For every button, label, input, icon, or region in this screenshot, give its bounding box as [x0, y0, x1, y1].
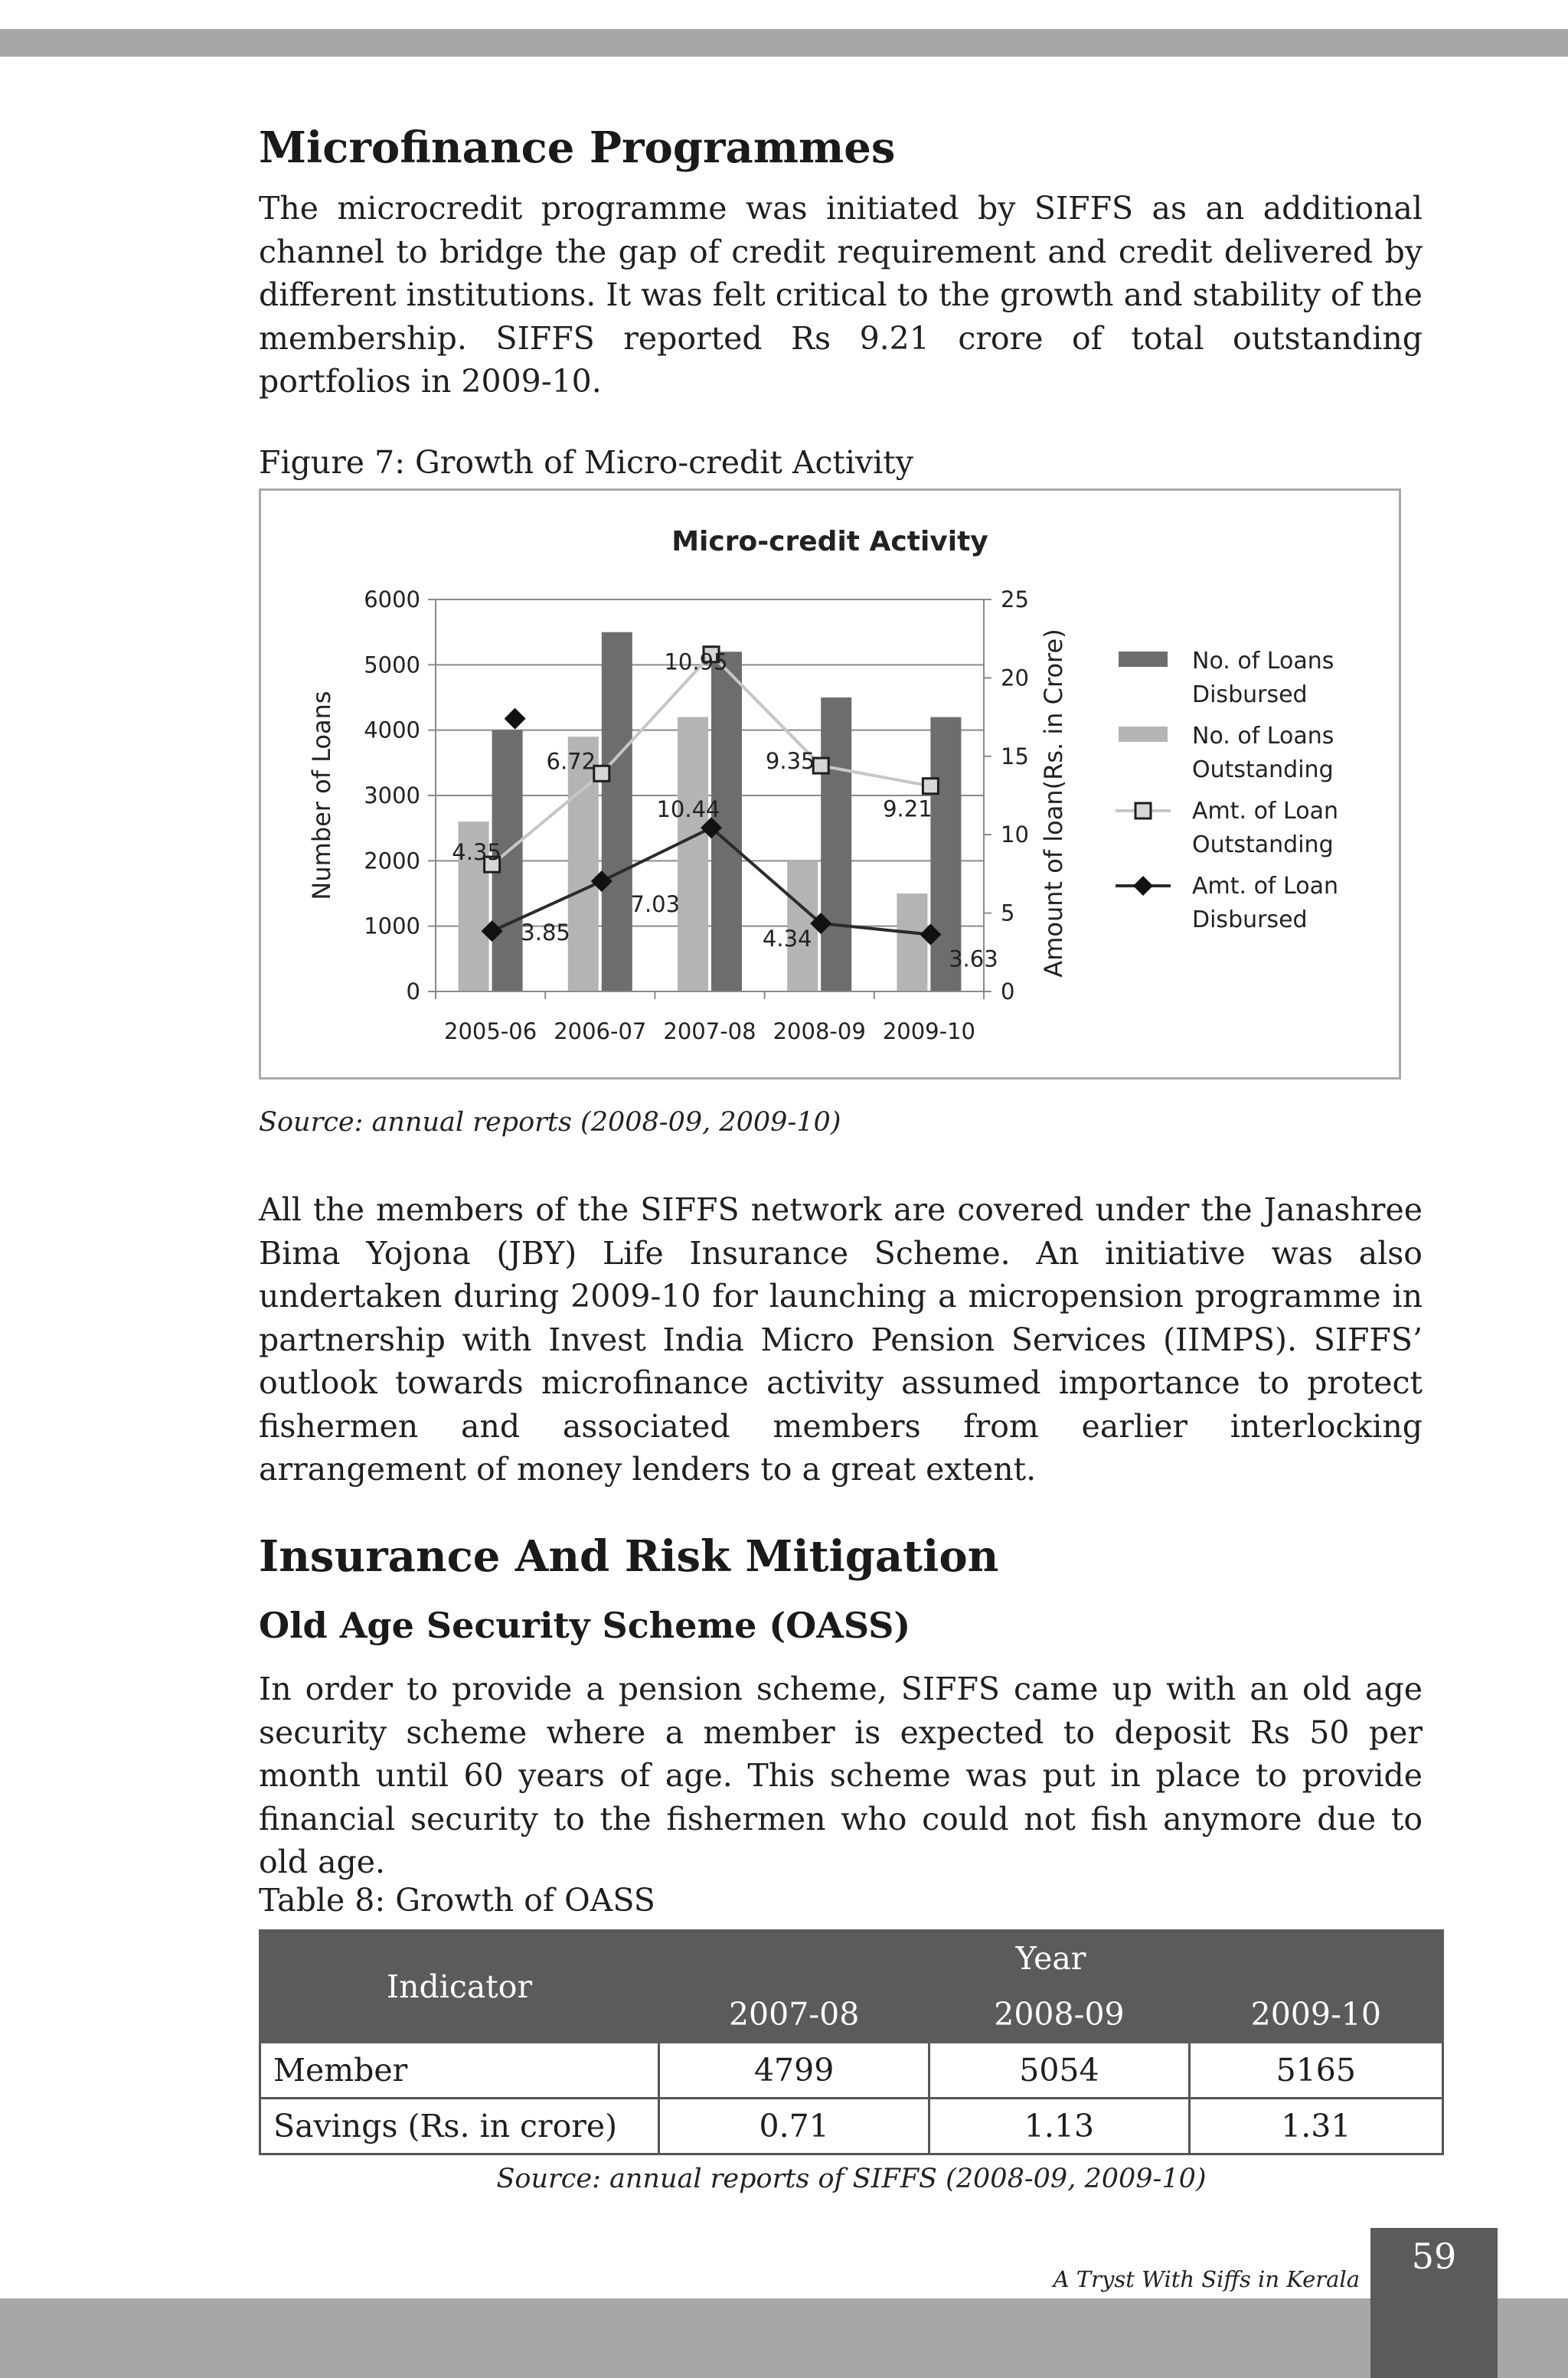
data-label-amt-outstanding: 9.21	[883, 795, 933, 822]
section-title-microfinance: Microfinance Programmes	[259, 122, 896, 173]
page-number: 59	[1411, 2236, 1457, 2277]
header-year-3: 2009-10	[1189, 1987, 1442, 2043]
section-title-insurance: Insurance And Risk Mitigation	[259, 1531, 999, 1582]
bottom-decorative-bar	[0, 2298, 1568, 2378]
table-cell: 1.13	[929, 2099, 1189, 2154]
legend-label: No. of Loans Disbursed	[1192, 648, 1334, 708]
x-tick-label: 2006-07	[554, 1018, 647, 1044]
table-cell: 5165	[1189, 2043, 1442, 2099]
footer-book-title: A Tryst With Siffs in Kerala	[1053, 2266, 1360, 2292]
legend-swatch	[1119, 727, 1168, 742]
y2-tick-label: 15	[1001, 743, 1029, 769]
data-label-amt-outstanding: 4.35	[452, 839, 501, 866]
y-tick-label: 2000	[364, 848, 420, 874]
table-source: Source: annual reports of SIFFS (2008-09, 2009-10)	[496, 2164, 1207, 2194]
data-label-amt-outstanding: 6.72	[546, 748, 596, 775]
legend-marker	[1133, 876, 1153, 896]
bar-loans-disbursed	[602, 632, 632, 991]
header-year-2: 2008-09	[929, 1987, 1189, 2043]
y2-tick-label: 25	[1001, 586, 1029, 612]
oass-paragraph: In order to provide a pension scheme, SIFFS came up with an old age security scheme where a member is expected to deposit Rs 50 per month until 60 years of age. This scheme was put in place to provide financial security to the fishermen who could not fish anymore due to old age.	[259, 1671, 1423, 1880]
legend-swatch	[1119, 652, 1168, 667]
y2-tick-label: 20	[1001, 665, 1029, 691]
data-label-amt-disbursed: 3.63	[949, 946, 998, 972]
header-indicator: Indicator	[260, 1931, 659, 2043]
y2-axis-title: Amount of loan(Rs. in Crore)	[1039, 629, 1068, 978]
table-row	[260, 2099, 1443, 2154]
figure-caption: Figure 7: Growth of Micro-credit Activity	[259, 444, 913, 481]
table-row	[260, 2043, 1443, 2099]
x-tick-label: 2007-08	[663, 1018, 756, 1044]
table-cell: 4799	[659, 2043, 929, 2099]
oass-table	[259, 1929, 1444, 2155]
bar-loans-disbursed	[821, 697, 851, 991]
figure-source: Source: annual reports (2008-09, 2009-10)	[259, 1107, 841, 1138]
y-axis-title: Number of Loans	[307, 691, 336, 900]
microfinance-paragraph: The microcredit programme was initiated by SIFFS as an additional channel to bridge the gap of credit requirement and credit delivered by different institutions. It was felt critical to the growth and stability of the membership. SIFFS reported Rs 9.21 crore of total outstanding portfolios in 2009-10.	[259, 190, 1423, 400]
subsection-title-oass: Old Age Security Scheme (OASS)	[259, 1605, 911, 1646]
header-year: Year	[659, 1931, 1443, 1987]
legend-label: No. of Loans Outstanding	[1192, 723, 1334, 783]
row-indicator: Savings (Rs. in crore)	[260, 2099, 659, 2154]
table-cell: 0.71	[659, 2099, 929, 2154]
y-tick-label: 3000	[364, 782, 420, 808]
insurance-paragraph: All the members of the SIFFS network are covered under the Janashree Bima Yojona (JBY) Life Insurance Scheme. An initiative was also undertaken during 2009-10 for launching a micropension programme in partnership with Invest India Micro Pension Services (IIMPS). SIFFS’ outlook towards microfinance activity assumed importance to protect fishermen and associated members from earlier interlocking arrangement of money lenders to a great extent.	[259, 1191, 1423, 1488]
x-tick-label: 2005-06	[444, 1018, 537, 1044]
table-cell: 5054	[929, 2043, 1189, 2099]
marker-amt-outstanding	[813, 758, 828, 773]
y2-tick-label: 0	[1001, 978, 1015, 1004]
micro-credit-chart	[259, 488, 1401, 1080]
chart-svg	[261, 491, 1399, 1077]
y-tick-label: 5000	[364, 652, 420, 678]
data-label-amt-outstanding: 10.95	[664, 648, 728, 675]
marker-amt-disbursed	[505, 708, 526, 730]
top-decorative-bar	[0, 29, 1568, 57]
legend-label: Amt. of Loan Disbursed	[1192, 873, 1338, 933]
data-label-amt-disbursed: 3.85	[521, 920, 570, 946]
table-header-row	[260, 1931, 1443, 1987]
y-tick-label: 1000	[364, 913, 420, 939]
marker-amt-outstanding	[594, 766, 609, 781]
data-label-amt-disbursed: 4.34	[762, 926, 812, 952]
marker-amt-outstanding	[923, 779, 938, 794]
y2-tick-label: 10	[1001, 822, 1029, 848]
legend-marker	[1135, 803, 1151, 818]
legend-label: Amt. of Loan Outstanding	[1192, 798, 1338, 858]
x-tick-label: 2009-10	[882, 1018, 975, 1044]
table-cell: 1.31	[1189, 2099, 1442, 2154]
header-year-1: 2007-08	[659, 1987, 929, 2043]
row-indicator: Member	[260, 2043, 659, 2099]
data-label-amt-disbursed: 10.44	[656, 796, 720, 823]
bar-loans-outstanding	[678, 717, 708, 991]
y-tick-label: 4000	[364, 717, 420, 743]
chart-title: Micro-credit Activity	[671, 526, 988, 557]
y2-tick-label: 5	[1001, 900, 1015, 926]
data-label-amt-outstanding: 9.35	[765, 748, 815, 775]
table-caption: Table 8: Growth of OASS	[259, 1882, 655, 1919]
y-tick-label: 6000	[364, 586, 420, 612]
x-tick-label: 2008-09	[773, 1018, 866, 1044]
y-tick-label: 0	[406, 978, 420, 1004]
data-label-amt-disbursed: 7.03	[630, 891, 681, 918]
bar-loans-outstanding	[897, 893, 927, 991]
